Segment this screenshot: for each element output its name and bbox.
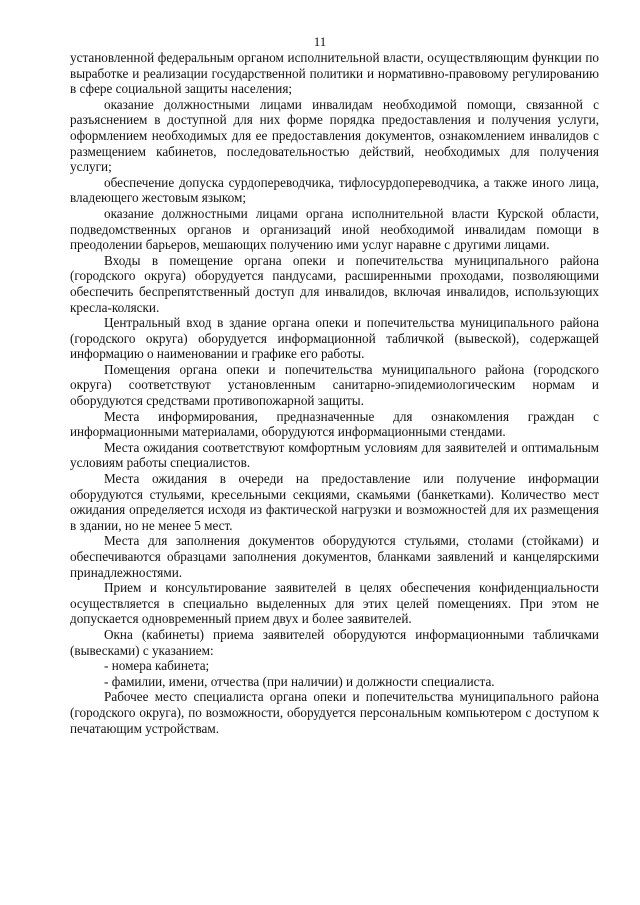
paragraph: Места для заполнения документов оборудуются стульями, столами (стойками) и обеспечиваются образцами заполнения документов, бланками заявлений и канцелярскими принадлежностями. [70, 533, 599, 580]
document-body [70, 50, 599, 736]
paragraph: Прием и консультирование заявителей в целях обеспечения конфиденциальности осуществляется в специально выделенных для этих целей помещениях. При этом не допускается одновременный прием двух и более заявителей. [70, 580, 599, 627]
paragraph: Рабочее место специалиста органа опеки и попечительства муниципального района (городского округа), по возможности, оборудуется персональным компьютером с доступом к печатающим устройствам. [70, 689, 599, 736]
paragraph: Помещения органа опеки и попечительства муниципального района (городского округа) соответствуют установленным санитарно-эпидемиологическим нормам и оборудуются средствами противопожарной защиты. [70, 361, 599, 409]
paragraph: Места ожидания соответствуют комфортным условиям для заявителей и оптимальным условиям работы специалистов. [70, 439, 599, 471]
list-item: - номера кабинета; [104, 658, 210, 674]
paragraph: Места информирования, предназначенные для ознакомления граждан с информационными материалами, оборудуются информационными стендами. [70, 408, 599, 440]
paragraph: Окна (кабинеты) приема заявителей оборудуются информационными табличками (вывесками) с указанием: [70, 626, 599, 658]
paragraph: обеспечение допуска сурдопереводчика, тифлосурдопереводчика, а также иного лица, владеющего жестовым языком; [70, 174, 599, 206]
paragraph-continuation: установленной федеральным органом исполнительной власти, осуществляющим функции по выработке и реализации государственной политики и нормативно-правовому регулированию в сфере социальной защиты населения; [70, 50, 599, 97]
paragraph: оказание должностными лицами органа исполнительной власти Курской области, подведомственных органов и организаций иной необходимой инвалидам помощи в преодолении барьеров, мешающих получению ими услуг наравне с другими лицами. [70, 205, 599, 253]
paragraph: Центральный вход в здание органа опеки и попечительства муниципального района (городского округа) оборудуется информационной табличкой (вывеской), содержащей информацию о наименовании и графике его работы. [70, 315, 599, 362]
page-number: 11 [313, 34, 327, 49]
list-item: - фамилии, имени, отчества (при наличии) и должности специалиста. [104, 673, 495, 689]
paragraph: Входы в помещение органа опеки и попечительства муниципального района (городского округа) оборудуется пандусами, расширенными проходами, позволяющими обеспечить беспрепятственный доступ для инвалидов, включая инвалидов, использующих кресла-коляски. [70, 252, 599, 315]
paragraph: оказание должностными лицами инвалидам необходимой помощи, связанной с разъяснением в доступной для них форме порядка предоставления и получения услуги, оформлением необходимых для ее предоставления документов, ознакомлением инвалидов с размещением кабинетов, последовательностью действий, необходимых для получения услуги; [70, 96, 599, 175]
paragraph: Места ожидания в очереди на предоставление или получение информации оборудуются стульями, кресельными секциями, скамьями (банкетками). Количество мест ожидания определяется исходя из фактической нагрузки и возможностей для их размещения в здании, но не менее 5 мест. [70, 471, 599, 533]
